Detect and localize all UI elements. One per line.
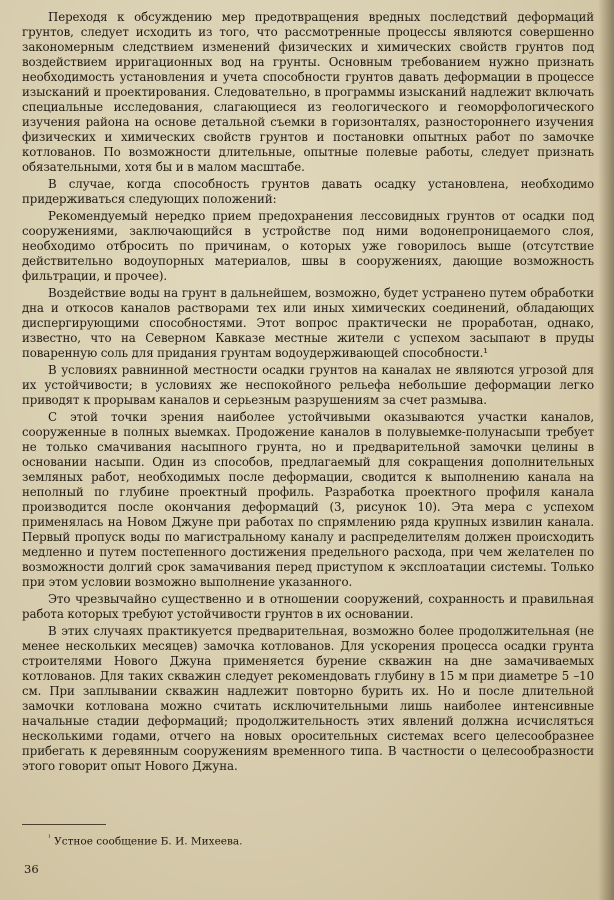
paragraph-pit-soaking: В этих случаях практикуется предварительная, возможно более продолжительная (не менее нескольких месяцев) замочка котлованов. Для ускорения процесса осадки грунта строителями Нового Джуна применяется бурение скважин на дне замачиваемых котлованов. Для таких скважин следует рекомендовать глубину в 15 м при диаметре 5 –10 см. При заплывании скважин надлежит повторно бурить их. Но и после длительной замочки котлована можно считать исключительными лишь наиболее интенсивные начальные стадии деформаций; продолжительность этих явлений должна исчисляться несколькими годами, отчего на новых оросительных системах всего целесообразнее прибегать к деревянным сооружениям временного типа. В частности о целесообразности этого говорит опыт Нового Джуна. — [22, 624, 594, 773]
paragraph-waterproof-layer: Рекомендуемый нередко прием предохранения лессовидных грунтов от осадки под сооружениями, заключающийся в устройстве под ними водонепроницаемого слоя, необходимо отбросить по причинам, о которых уже говорилось выше (отсутствие действительно водоупорных материалов, швы в сооружениях, дающие возможность фильтрации, и прочее). — [22, 209, 594, 283]
book-page — [22, 10, 594, 890]
footnote — [48, 832, 568, 849]
footnote-rule — [22, 824, 106, 825]
footnote-mark: ¹ — [48, 834, 51, 842]
page-number: 36 — [24, 862, 39, 876]
paragraph-plain-terrain: В условиях равнинной местности осадки грунтов на каналах не являются угрозой для их устойчивости; в условиях же неспокойного рельефа небольшие деформации легко приводят к прорывам каналов и серьезным разрушениям за счет размыва. — [22, 363, 594, 407]
page-edge-shadow — [598, 0, 614, 900]
paragraph-canal-excavation: С этой точки зрения наиболее устойчивыми оказываются участки каналов, сооруженные в полных выемках. Продожение каналов в полувыемке-полунасыпи требует не только смачивания насыпного грунта, но и предварительной замочки целины в основании насыпи. Один из способов, предлагаемый для сокращения дополнительных земляных работ, необходимых после деформации, сводится к выполнению канала на неполный по глубине проектный профиль. Разработка проектного профиля канала производится после окончания деформаций (3, рисунок 10). Эта мера с успехом применялась на Новом Джуне при работах по спрямлению ряда крупных извилин канала. Первый пропуск воды по магистральному каналу и распределителям должен происходить медленно и путем постепенного достижения предельного расхода, при чем желателен по возможности долгий срок замачивания перед приступом к эксплоатации системы. Только при этом условии возможно выполнение указанного. — [22, 410, 594, 589]
paragraph-structures: Это чрезвычайно существенно и в отношении сооружений, сохранность и правильная работа которых требуют устойчивости грунтов в их основании. — [22, 592, 594, 621]
paragraph-deformation-measures: Переходя к обсуждению мер предотвращения вредных последствий деформаций грунтов, следует исходить из того, что рассмотренные процессы являются совершенно закономерным следствием изменений физических и химических свойств грунтов под воздействием ирригационных вод на грунты. Основным требованием нужно признать необходимость установления и учета способности грунтов давать деформации в процессе изысканий и проектирования. Следовательно, в программы изысканий надлежит включать специальные исследования, слагающиеся из геологического и геоморфологического изучения района на основе детальной съемки в горизонталях, разностороннего изучения физических и химических свойств грунтов и постановки опытных работ по замочке котлованов. По возможности длительные, опытные полевые работы, следует признать обязательными, хотя бы и в малом масштабе. — [22, 10, 594, 174]
footnote-text: Устное сообщение Б. И. Михеева. — [54, 835, 243, 848]
paragraph-settlement-conditions: В случае, когда способность грунтов давать осадку установлена, необходимо придерживаться следующих положений: — [22, 177, 594, 206]
paragraph-chemical-treatment: Воздействие воды на грунт в дальнейшем, возможно, будет устранено путем обработки дна и откосов каналов растворами тех или иных химических соединений, обладающих диспергирующими способностями. Этот вопрос практически не проработан, однако, известно, что на Северном Кавказе местные жители с успехом засыпают в пруды поваренную соль для придания грунтам водоудерживающей способности.¹ — [22, 286, 594, 360]
